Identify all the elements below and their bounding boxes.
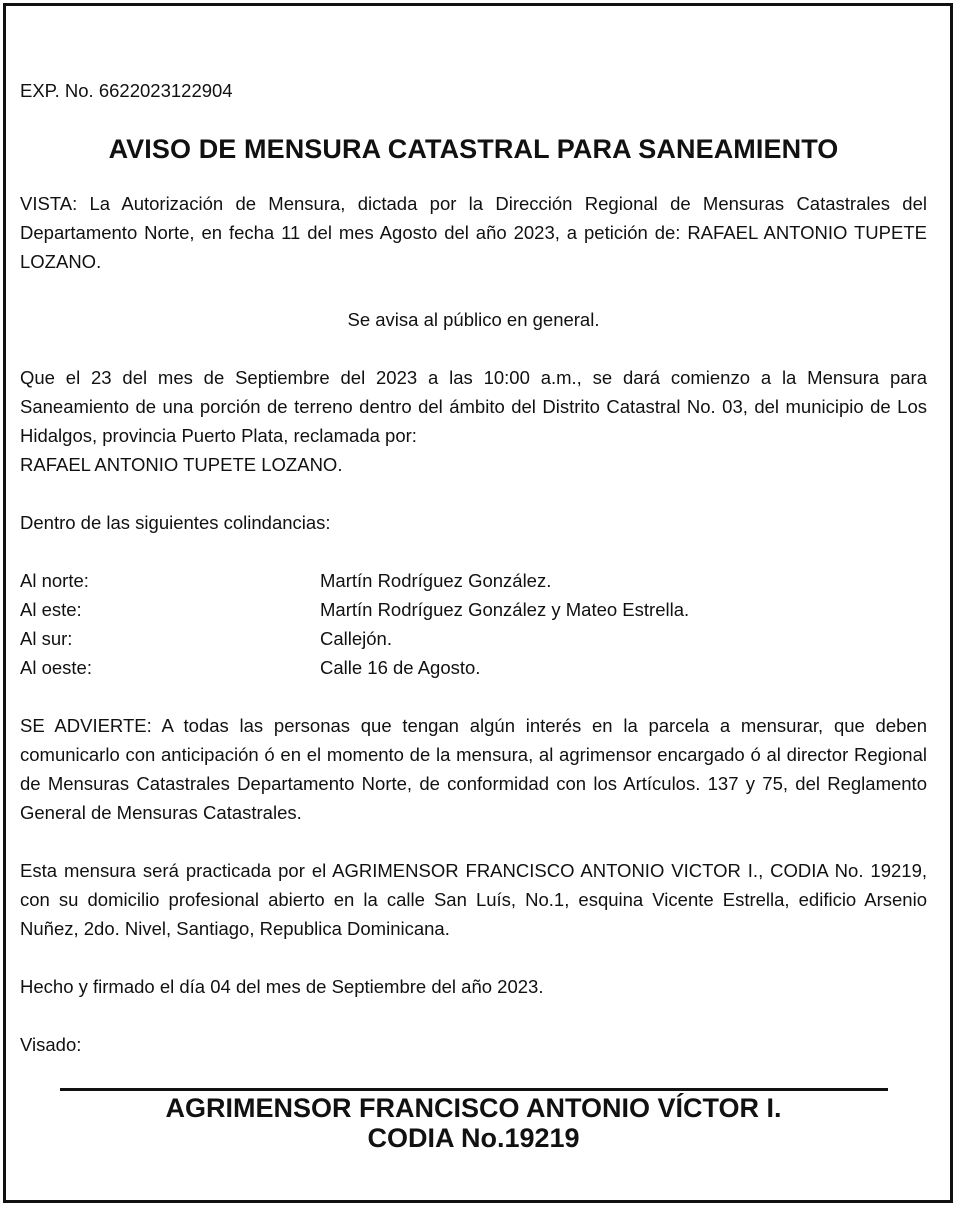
boundary-row xyxy=(20,653,927,682)
boundary-label: Al norte: xyxy=(20,570,89,591)
vista-paragraph: VISTA: La Autorización de Mensura, dictada por la Dirección Regional de Mensuras Catastrales del Departamento Norte, en fecha 11 del mes Agosto del año 2023, a petición de: RAFAEL ANTONIO TUPETE LOZANO. xyxy=(20,193,927,272)
signature-codia: CODIA No.19219 xyxy=(367,1123,580,1153)
boundary-value: Callejón. xyxy=(320,628,392,649)
boundary-value: Calle 16 de Agosto. xyxy=(320,657,481,678)
boundary-label: Al oeste: xyxy=(20,657,92,678)
surveyor-paragraph: Esta mensura será practicada por el AGRIMENSOR FRANCISCO ANTONIO VICTOR I., CODIA No. 19219, con su domicilio profesional abierto en la calle San Luís, No.1, esquina Vicente Estrella, edificio Arsenio Nuñez, 2do. Nivel, Santiago, Republica Dominicana. xyxy=(20,860,927,939)
boundaries-intro: Dentro de las siguientes colindancias: xyxy=(20,512,331,533)
boundary-label: Al este: xyxy=(20,599,82,620)
boundary-row xyxy=(20,595,927,624)
visado-label: Visado: xyxy=(20,1034,82,1055)
signed-date: Hecho y firmado el día 04 del mes de Septiembre del año 2023. xyxy=(20,976,544,997)
claimant-name: RAFAEL ANTONIO TUPETE LOZANO. xyxy=(20,454,343,475)
boundaries-list xyxy=(20,566,927,682)
warning-paragraph: SE ADVIERTE: A todas las personas que tengan algún interés en la parcela a mensurar, que deben comunicarlo con anticipación ó en el momento de la mensura, al agrimensor encargado ó al director Regional de Mensuras Catastrales Departamento Norte, de conformidad con los Artículos. 137 y 75, del Reglamento General de Mensuras Catastrales. xyxy=(20,715,927,823)
boundary-label: Al sur: xyxy=(20,628,73,649)
survey-date-paragraph: Que el 23 del mes de Septiembre del 2023 a las 10:00 a.m., se dará comienzo a la Mensura para Saneamiento de una porción de terreno dentro del ámbito del Distrito Catastral No. 03, del municipio de Los Hidalgos, provincia Puerto Plata, reclamada por: xyxy=(20,367,927,446)
boundary-value: Martín Rodríguez González y Mateo Estrella. xyxy=(320,599,690,620)
signature-line xyxy=(60,1088,888,1091)
signature-name: AGRIMENSOR FRANCISCO ANTONIO VÍCTOR I. xyxy=(165,1093,782,1123)
boundary-row xyxy=(20,624,927,653)
boundary-value: Martín Rodríguez González. xyxy=(320,570,552,591)
document-body xyxy=(20,76,927,1059)
public-notice-line: Se avisa al público en general. xyxy=(347,309,600,330)
boundary-row xyxy=(20,566,927,595)
document-title: AVISO DE MENSURA CATASTRAL PARA SANEAMIENTO xyxy=(108,134,839,164)
expediente-number: EXP. No. 6622023122904 xyxy=(20,80,233,101)
